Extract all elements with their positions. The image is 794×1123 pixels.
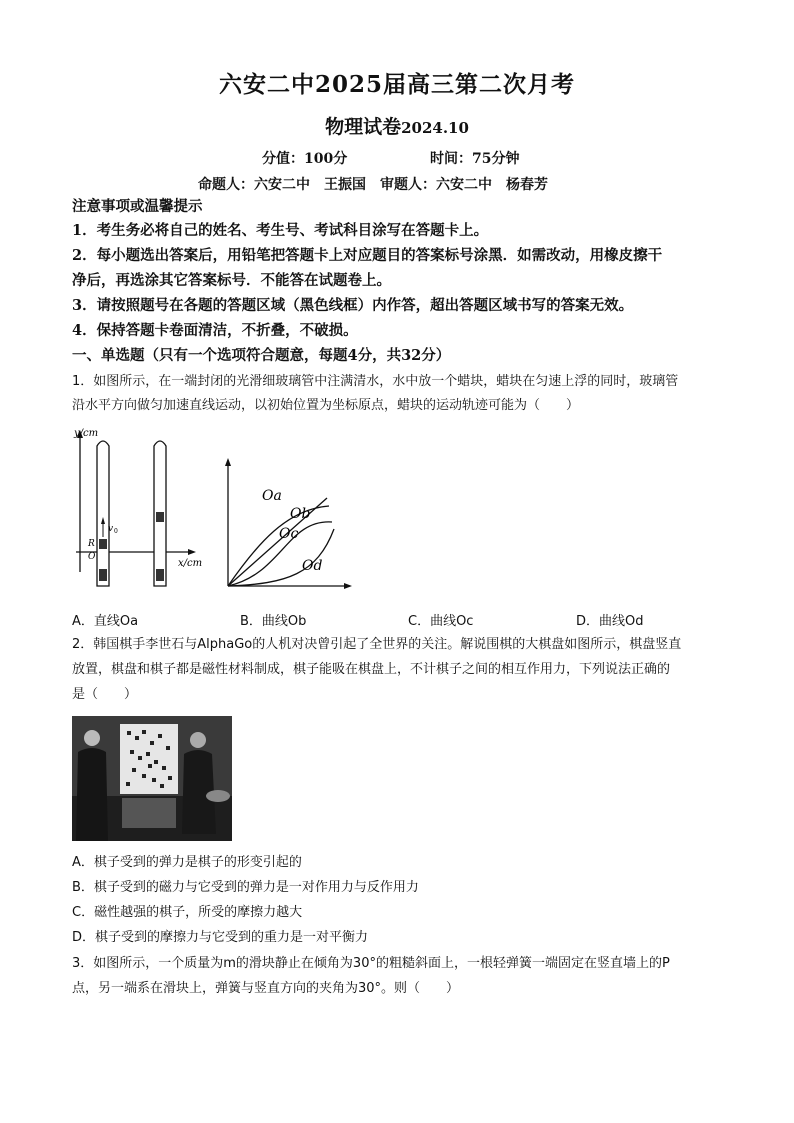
go-board-photo	[72, 716, 232, 841]
note-item: 4．保持答题卡卷面清洁，不折叠，不破损。	[72, 322, 358, 339]
glass-tube-left	[97, 441, 109, 586]
q2-option-d: D．棋子受到的摩擦力与它受到的重力是一对平衡力	[72, 930, 369, 945]
tube-bottom-block	[99, 569, 107, 581]
person-left-head	[84, 730, 100, 746]
q2-option-b: B．棋子受到的磁力与它受到的弹力是一对作用力与反作用力	[72, 880, 419, 895]
curve-label-ob: Ob	[290, 506, 311, 522]
wax-block	[99, 539, 107, 549]
person-left-body	[76, 748, 108, 841]
note-item: 净后，再选涂其它答案标号．不能答在试题卷上。	[72, 272, 391, 289]
curve-ob	[228, 506, 329, 586]
background-prop	[206, 790, 230, 802]
q2-stem-line: 是（ ）	[72, 687, 138, 702]
velocity-label: v	[108, 524, 114, 534]
velocity-subscript: 0	[114, 528, 118, 535]
subtitle-text: 物理试卷	[325, 116, 402, 138]
q2-option-c: C．磁性越强的棋子，所受的摩擦力越大	[72, 905, 303, 920]
origin-label-left: O	[88, 552, 96, 562]
x-axis-label: x/cm	[178, 558, 203, 569]
exam-title: 六安二中2025届高三第二次月考	[218, 71, 575, 98]
section-heading: 一、单选题（只有一个选项符合题意，每题4分，共32分）	[72, 347, 451, 364]
curve-label-oa: Oa	[262, 488, 282, 504]
q2-stem-line: 2．韩国棋手李世石与AlphaGo的人机对决曾引起了全世界的关注。解说围棋的大棋盘如图所示，棋盘竖直	[72, 637, 682, 652]
graph-y-arrow	[225, 458, 231, 466]
notes-heading: 注意事项或温馨提示	[72, 198, 203, 215]
wax-block-moved	[156, 512, 164, 522]
exam-date: 2024.10	[401, 119, 469, 137]
q3-stem-line: 3．如图所示，一个质量为m的滑块静止在倾角为30°的粗糙斜面上，一根轻弹簧一端固定在竖直墙上的P	[72, 956, 670, 971]
note-item: 1．考生务必将自己的姓名、考生号、考试科目涂写在答题卡上。	[72, 222, 489, 239]
board-stand	[122, 798, 176, 828]
curve-label-oc: Oc	[279, 526, 299, 542]
q1-stem-line: 沿水平方向做匀加速直线运动，以初始位置为坐标原点，蜡块的运动轨迹可能为（ ）	[72, 398, 580, 413]
note-item: 3．请按照题号在各题的答题区域（黑色线框）内作答，超出答题区域书写的答案无效。	[72, 297, 634, 314]
q1-option-c: C．曲线Oc	[408, 614, 474, 629]
y-axis-label: y/cm	[74, 428, 99, 439]
q3-stem-line: 点，另一端系在滑块上，弹簧与竖直方向的夹角为30°。则（ ）	[72, 981, 460, 996]
q1-figure	[72, 424, 362, 599]
tube-bottom-block	[156, 569, 164, 581]
photo-drawing	[72, 716, 232, 841]
q1-option-d: D．曲线Od	[576, 614, 644, 629]
curve-label-od: Od	[302, 558, 323, 574]
x-axis-arrow	[188, 549, 196, 555]
q2-stem-line: 放置，棋盘和棋子都是磁性材料制成，棋子能吸在棋盘上，不计棋子之间的相互作用力，下列说法正确的	[72, 662, 671, 677]
time-info: 时间：75分钟	[430, 151, 520, 167]
q1-option-a: A．直线Oa	[72, 614, 139, 629]
authors-info: 命题人：六安二中 王振国 审题人：六安二中 杨春芳	[198, 177, 548, 193]
q1-option-b: B．曲线Ob	[240, 614, 307, 629]
score-info: 分值：100分	[262, 151, 348, 167]
graph-x-arrow	[344, 583, 352, 589]
q2-option-a: A．棋子受到的弹力是棋子的形变引起的	[72, 855, 302, 870]
r-label: R	[88, 539, 95, 549]
q1-stem-line: 1．如图所示，在一端封闭的光滑细玻璃管中注满清水，水中放一个蜡块，蜡块在匀速上浮的同时，玻璃管	[72, 374, 679, 389]
person-right-head	[190, 732, 206, 748]
note-item: 2．每小题选出答案后，用铅笔把答题卡上对应题目的答案标号涂黑．如需改动，用橡皮擦干	[72, 247, 663, 264]
exam-subtitle	[0, 112, 794, 139]
